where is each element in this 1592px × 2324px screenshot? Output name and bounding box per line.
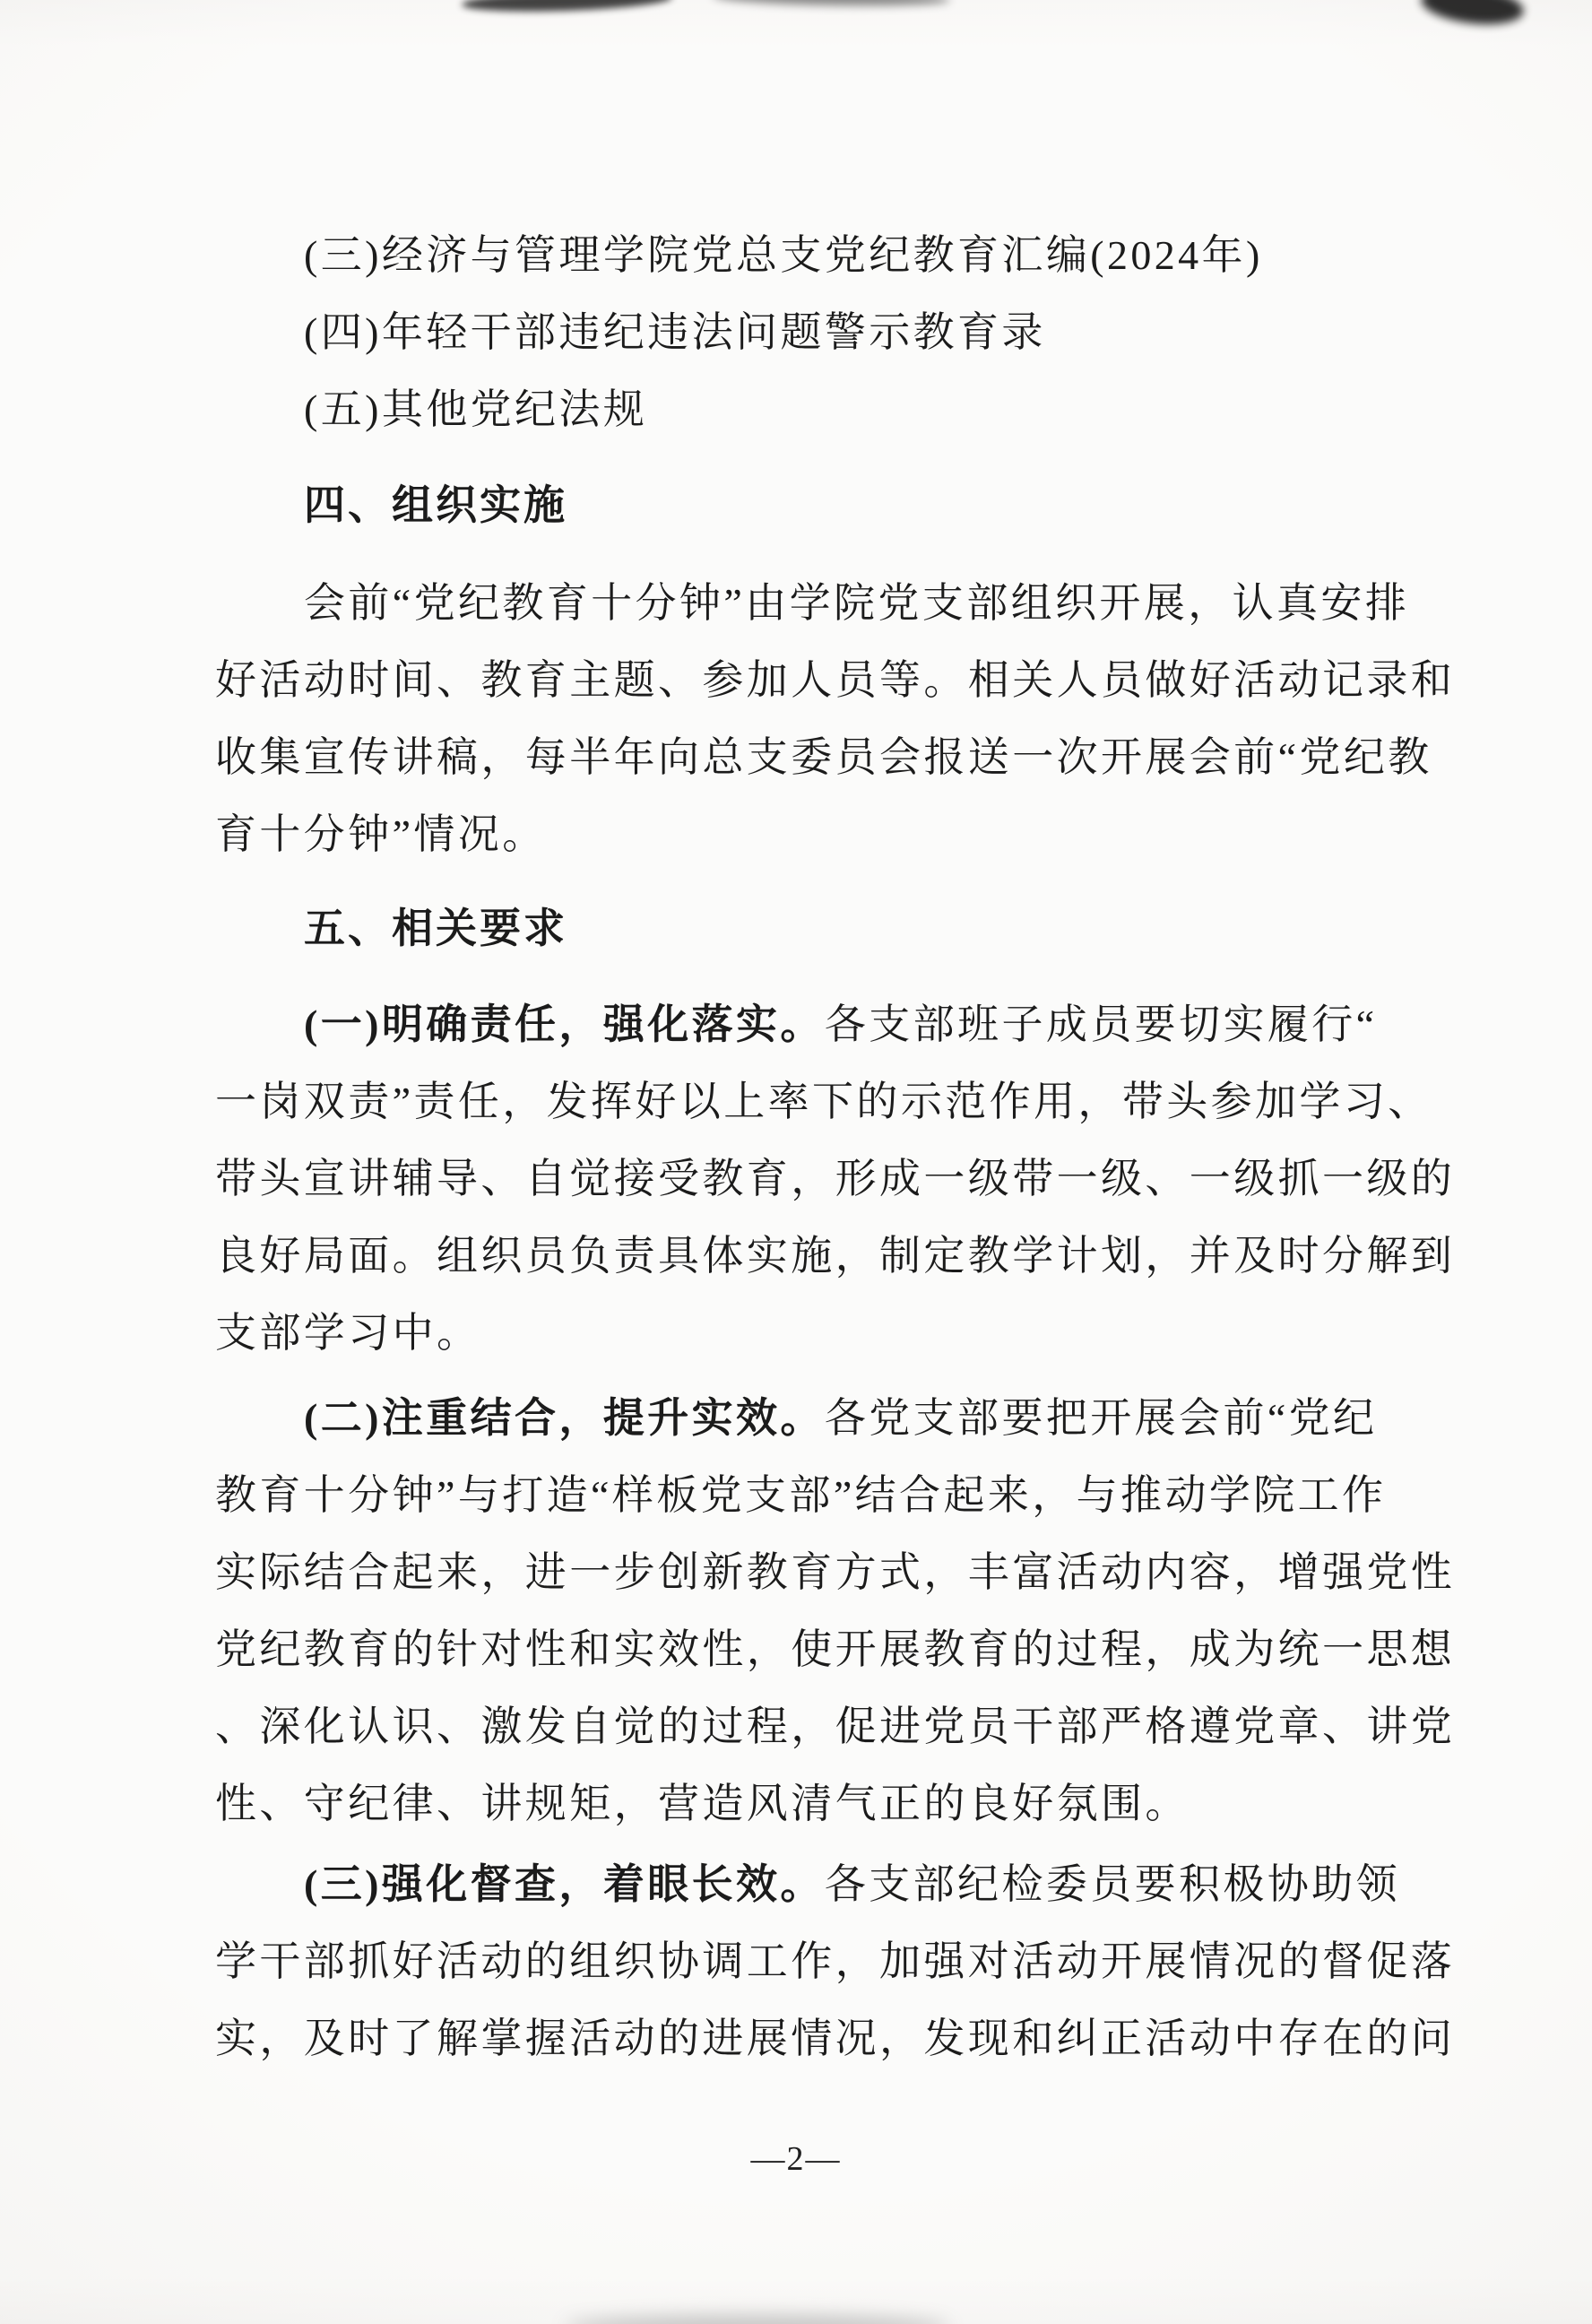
paragraph-line: 、深化认识、激发自觉的过程，促进党员干部严格遵党章、讲党 bbox=[215, 1704, 1456, 1749]
requirement-item-line bbox=[215, 986, 1461, 1063]
paragraph-line: 好活动时间、教育主题、参加人员等。相关人员做好活动记录和 bbox=[215, 657, 1456, 703]
requirement-item-line bbox=[215, 1380, 1461, 1457]
scan-artifact bbox=[1419, 0, 1526, 30]
paragraph-line: 良好局面。组织员负责具体实施，制定教学计划，并及时分解到 bbox=[215, 1233, 1456, 1279]
requirement-item-line bbox=[215, 1846, 1461, 1923]
appendix-item: (三)经济与管理学院党总支党纪教育汇编(2024年) bbox=[304, 232, 1263, 278]
section-heading-organization: 四、组织实施 bbox=[304, 481, 567, 528]
paragraph-text: 各党支部要把开展会前“党纪 bbox=[824, 1395, 1378, 1441]
requirement-item-lead: (二)注重结合，提升实效。 bbox=[304, 1395, 825, 1441]
requirement-item-lead: (三)强化督查，着眼长效。 bbox=[304, 1861, 825, 1907]
appendix-item: (四)年轻干部违纪违法问题警示教育录 bbox=[304, 309, 1046, 355]
scan-artifact bbox=[565, 2315, 950, 2324]
document-body bbox=[215, 217, 1461, 2077]
section-heading-requirements: 五、相关要求 bbox=[304, 905, 567, 951]
paragraph-text: 各支部纪检委员要积极协助领 bbox=[824, 1861, 1401, 1907]
paragraph-line: 一岗双责”责任，发挥好以上率下的示范作用，带头参加学习、 bbox=[215, 1079, 1432, 1124]
paragraph-line: 带头宣讲辅导、自觉接受教育，形成一级带一级、一级抓一级的 bbox=[215, 1156, 1456, 1201]
paragraph-text: 各支部班子成员要切实履行“ bbox=[824, 1002, 1378, 1047]
appendix-item: (五)其他党纪法规 bbox=[304, 386, 648, 432]
paragraph-line: 教育十分钟”与打造“样板党支部”结合起来，与推动学院工作 bbox=[215, 1472, 1387, 1518]
scan-artifact bbox=[713, 0, 950, 7]
paragraph-line: 学干部抓好活动的组织协调工作，加强对活动开展情况的督促落 bbox=[215, 1938, 1456, 1984]
paragraph-line: 性、守纪律、讲规矩，营造风清气正的良好氛围。 bbox=[215, 1781, 1190, 1826]
paragraph-line: 育十分钟”情况。 bbox=[215, 811, 547, 857]
paragraph-line: 收集宣传讲稿，每半年向总支委员会报送一次开展会前“党纪教 bbox=[215, 734, 1432, 780]
scan-artifact bbox=[462, 0, 673, 14]
paragraph-line: 会前“党纪教育十分钟”由学院党支部组织开展，认真安排 bbox=[304, 580, 1410, 626]
paragraph-line: 支部学习中。 bbox=[215, 1310, 481, 1356]
paragraph-line: 党纪教育的针对性和实效性，使开展教育的过程，成为统一思想 bbox=[215, 1626, 1456, 1672]
page-number: —2— bbox=[750, 2140, 842, 2178]
paragraph-line: 实际结合起来，进一步创新教育方式，丰富活动内容，增强党性 bbox=[215, 1549, 1456, 1595]
requirement-item-lead: (一)明确责任，强化落实。 bbox=[304, 1002, 825, 1047]
paragraph-line: 实，及时了解掌握活动的进展情况，发现和纠正活动中存在的问 bbox=[215, 2016, 1456, 2061]
